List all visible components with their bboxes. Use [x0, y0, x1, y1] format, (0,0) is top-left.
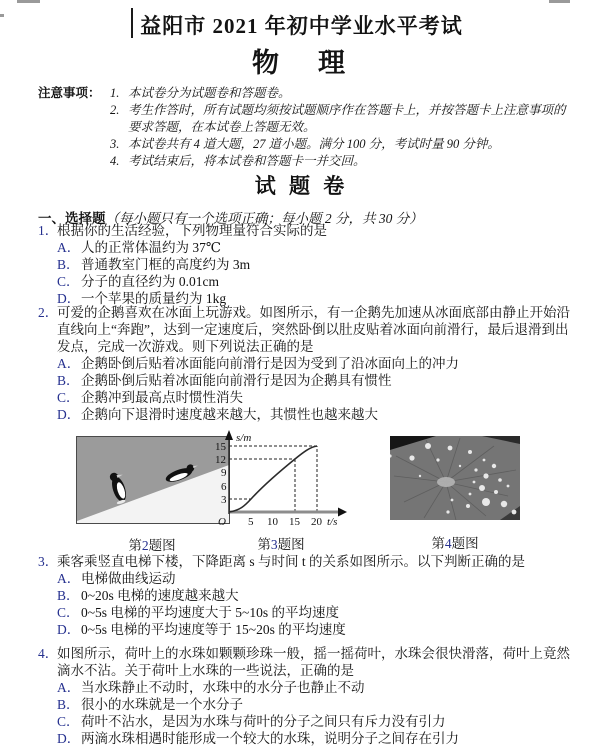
- option-text: 企鹅卧倒后贴着冰面能向前滑行是因为受到了沿冰面向上的冲力: [81, 356, 459, 371]
- caption-number: 3: [270, 537, 278, 552]
- note-item: [110, 136, 566, 153]
- notes-label: 注意事项：: [38, 86, 101, 100]
- y-tick: 3: [221, 494, 227, 506]
- option-label: C．: [57, 390, 80, 405]
- option-text: 企鹅卧倒后贴着冰面能向前滑行是因为企鹅具有惯性: [81, 373, 392, 388]
- question-2: [38, 304, 578, 423]
- caption-text: 第: [128, 538, 142, 553]
- option-text: 人的正常体温约为 37℃: [81, 240, 221, 255]
- option-label: C．: [57, 714, 80, 729]
- note-text: 本试卷共有 4 道大题，27 道小题。满分 100 分，考试时量 90 分钟。: [128, 137, 500, 151]
- penguin-slope-drawing: [77, 437, 229, 523]
- option-a: [57, 355, 578, 372]
- figure-caption: [214, 533, 348, 553]
- option-c: [57, 604, 578, 621]
- option-d: [57, 730, 578, 747]
- question-text: 可爱的企鹅喜欢在冰面上玩游戏。如图所示，有一企鹅先加速从冰面底部由静止开始沿直线向上“奔跑”，达到一定速度后，突然卧倒以肚皮贴着冰面向前滑行，最后退滑到出发点，完成一次游戏。则下列说法正确的是: [57, 305, 570, 354]
- note-text: 考生作答时，所有试题均须按试题顺序作在答题卡上，并按答题卡上注意事项的要求答题，在本试卷上答题无效。: [128, 103, 566, 134]
- question-text: 如图所示，荷叶上的水珠如颗颗珍珠一般，摇一摇荷叶，水珠会很快滑落，荷叶上竟然滴水不沾。关于荷叶上水珠的一些说法，正确的是: [57, 646, 570, 678]
- option-text: 很小的水珠就是一个水分子: [81, 697, 243, 712]
- caption-text: 题图: [148, 538, 176, 553]
- option-text: 企鹅向下退滑时速度越来越大，其惯性也越来越大: [81, 407, 378, 422]
- option-text: 分子的直径约为 0.01cm: [81, 274, 219, 289]
- x-tick: 5: [248, 516, 254, 528]
- option-d: [57, 621, 578, 638]
- option-label: C．: [57, 274, 80, 289]
- x-axis-arrow: [338, 508, 347, 517]
- x-tick: 15: [289, 516, 300, 528]
- caption-number: 2: [141, 538, 149, 553]
- option-label: A．: [57, 356, 81, 371]
- option-text: 0~5s 电梯的平均速度大于 5~10s 的平均速度: [81, 605, 339, 620]
- option-b: [57, 696, 578, 713]
- note-item: [110, 85, 566, 102]
- option-label: D．: [57, 622, 81, 637]
- caption-text: 第: [431, 536, 445, 551]
- option-text: 荷叶不沾水，是因为水珠与荷叶的分子之间只有斥力没有引力: [81, 714, 446, 729]
- figure-penguins: [76, 436, 230, 554]
- option-a: [57, 570, 578, 587]
- exam-title: 益阳市 2021 年初中学业水平考试: [140, 14, 463, 38]
- paper-title: 试 题 卷: [254, 174, 349, 198]
- option-text: 0~20s 电梯的速度越来越大: [81, 588, 239, 603]
- dashed-guides: [229, 446, 317, 512]
- note-number: 4.: [110, 154, 120, 168]
- option-c: [57, 389, 578, 406]
- x-tick: 20: [311, 516, 322, 528]
- option-label: B．: [57, 373, 80, 388]
- note-item: [110, 153, 566, 170]
- y-axis-label: s/m: [236, 432, 252, 444]
- figure-caption: [390, 532, 520, 552]
- question-number: 3．: [38, 554, 59, 569]
- caption-text: 题图: [451, 536, 479, 551]
- question-3: [38, 553, 578, 638]
- option-label: A．: [57, 240, 81, 255]
- option-label: B．: [57, 697, 80, 712]
- question-1: [38, 222, 578, 307]
- subject-title: 物 理: [252, 48, 351, 78]
- penguin-illustration: [76, 436, 230, 524]
- option-label: D．: [57, 731, 81, 746]
- option-d: [57, 406, 578, 423]
- section-name: 一、选择题: [38, 211, 106, 226]
- option-text: 两滴水珠相遇时能形成一个较大的水珠，说明分子之间存在引力: [81, 731, 459, 746]
- y-tick: 6: [221, 481, 227, 493]
- notes-list: [110, 85, 566, 170]
- standing-penguin-icon: [108, 470, 132, 505]
- option-label: D．: [57, 407, 81, 422]
- section-note: （每小题只有一个选项正确；每小题 2 分，共 30 分）: [105, 211, 423, 226]
- option-label: D．: [57, 291, 81, 306]
- figure-graph: [214, 430, 348, 553]
- scan-artifact-top-left: [17, 0, 40, 3]
- option-label: A．: [57, 680, 81, 695]
- y-tick: 9: [221, 467, 227, 479]
- option-a: [57, 679, 578, 696]
- note-number: 2.: [110, 103, 120, 117]
- option-text: 一个苹果的质量约为 1kg: [81, 291, 227, 306]
- option-a: [57, 239, 578, 256]
- ice-slope: [77, 465, 229, 523]
- question-text: 乘客乘竖直电梯下楼，下降距离 s 与时间 t 的关系如图所示。以下判断正确的是: [57, 554, 526, 569]
- note-text: 考试结束后，将本试卷和答题卡一并交回。: [128, 154, 366, 168]
- caption-number: 4: [444, 536, 452, 551]
- option-text: 普通教室门框的高度约为 3m: [81, 257, 251, 272]
- droplets-photo-drawing: [390, 436, 520, 520]
- option-b: [57, 256, 578, 273]
- question-text: 根据你的生活经验，下列物理量符合实际的是: [57, 223, 327, 238]
- x-axis-label: t/s: [327, 516, 338, 528]
- option-b: [57, 587, 578, 604]
- option-label: C．: [57, 605, 80, 620]
- figure-droplets-photo: [390, 436, 520, 552]
- option-text: 0~5s 电梯的平均速度等于 15~20s 的平均速度: [81, 622, 346, 637]
- option-text: 企鹅冲到最高点时惯性消失: [81, 390, 243, 405]
- option-c: [57, 713, 578, 730]
- notes-section: [38, 85, 566, 170]
- option-b: [57, 372, 578, 389]
- caption-text: 题图: [277, 537, 305, 552]
- option-label: A．: [57, 571, 81, 586]
- scan-artifact-top-right: [549, 0, 570, 3]
- question-number: 2．: [38, 305, 59, 320]
- option-text: 当水珠静止不动时，水珠中的水分子也静止不动: [81, 680, 365, 695]
- option-c: [57, 273, 578, 290]
- note-number: 1.: [110, 86, 120, 100]
- question-number: 4．: [38, 646, 59, 661]
- figure-caption: [76, 534, 228, 554]
- question-number: 1．: [38, 223, 59, 238]
- caption-text: 第: [257, 537, 271, 552]
- y-tick: 12: [215, 454, 226, 466]
- y-axis-arrow: [225, 430, 233, 440]
- question-4: [38, 645, 578, 747]
- note-number: 3.: [110, 137, 120, 151]
- figures-row: [0, 430, 603, 552]
- note-text: 本试卷分为试题卷和答题卷。: [128, 86, 291, 100]
- leaf-center-blob: [437, 477, 455, 487]
- y-tick: 15: [215, 441, 226, 453]
- note-item: [110, 102, 566, 136]
- origin-label: O: [218, 516, 226, 528]
- option-label: B．: [57, 257, 80, 272]
- option-label: B．: [57, 588, 80, 603]
- lotus-leaf-photo: [390, 436, 520, 520]
- option-text: 电梯做曲线运动: [81, 571, 176, 586]
- x-tick: 10: [267, 516, 278, 528]
- distance-time-graph: [214, 430, 348, 530]
- s-t-curve: [229, 446, 317, 512]
